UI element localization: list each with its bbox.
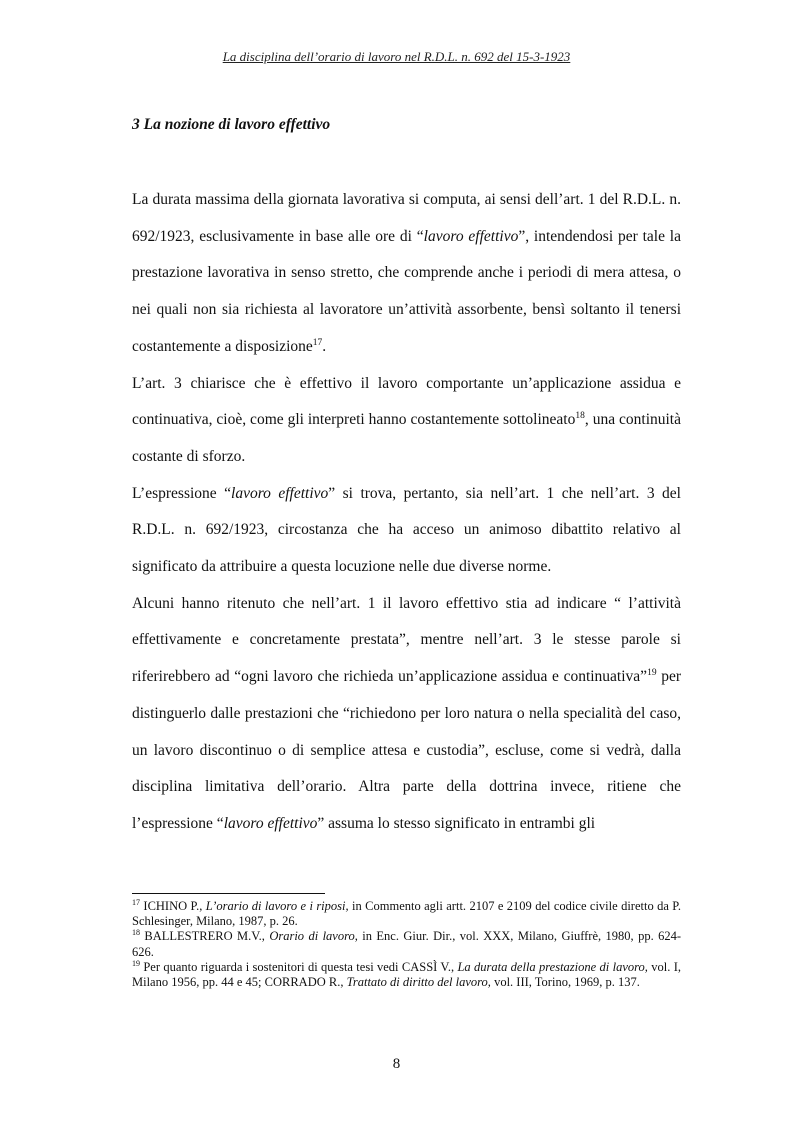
text-run: per distinguerlo dalle prestazioni che “richiedono per loro natura o nella specialità del caso, un lavoro discontinuo o di semplice attesa e custodia”, escluse, come si vedrà, dalla disciplina limitativa dell’orario. Altra parte della dottrina invece, ritiene che l’espressione “	[132, 668, 681, 832]
text-run: ” si trova, pertanto, sia nell’art. 1 che nell’art. 3 del R.D.L. n. 692/1923, circostanza che ha acceso un animoso dibattito relativo al significato da attribuire a questa locuzione nelle due diverse norme.	[132, 484, 681, 576]
text-run: Alcuni hanno ritenuto che nell’art. 1 il lavoro effettivo stia ad indicare “ l’attività effettivamente e concretamente prestata”, mentre nell’art. 3 le stesse parole si riferirebbero ad “ogni lavoro che richieda un’applicazione assidua e continuativa”	[132, 594, 681, 686]
italic-title: La durata della prestazione di lavoro,	[457, 959, 648, 974]
footnote-19	[132, 960, 681, 990]
text-run: vol. I, Milano 1956, pp. 44 e 45; CORRADO R.,	[132, 959, 681, 990]
paragraph-4	[132, 586, 681, 843]
paragraph-1	[132, 182, 681, 366]
footnote-ref-19[interactable]: 19	[647, 667, 657, 678]
paragraph-3	[132, 476, 681, 586]
text-run: in Commento agli artt. 2107 e 2109 del codice civile diretto da P. Schlesinger, Milano, 1987, p. 26.	[132, 899, 681, 929]
text-run: ICHINO P.,	[140, 899, 206, 913]
footnote-ref-17[interactable]: 17	[312, 337, 323, 348]
italic-term: lavoro effettivo	[231, 484, 329, 502]
page-number: 8	[392, 1056, 401, 1072]
text-run: ” assuma lo stesso significato in entrambi gli	[317, 814, 596, 832]
text-run: , in Enc. Giur. Dir., vol. XXX, Milano, Giuffrè, 1980, pp. 624-626.	[132, 929, 682, 959]
footnote-17	[132, 899, 681, 929]
text-run: .	[322, 337, 327, 355]
footnote-number: 19	[132, 958, 140, 968]
text-run: L’espressione “	[132, 484, 232, 502]
footnote-ref-18[interactable]: 18	[575, 411, 585, 422]
italic-term: lavoro effettivo	[223, 814, 318, 832]
running-header: La disciplina dell’orario di lavoro nel R.D.L. n. 692 del 15-3-1923	[222, 49, 571, 64]
text-run: vol. III, Torino, 1969, p. 137.	[490, 975, 640, 990]
footnote-divider	[132, 893, 325, 894]
footnote-number: 18	[132, 928, 140, 938]
italic-title: L’orario di lavoro e i riposi,	[205, 899, 349, 913]
italic-term: lavoro effettivo	[423, 227, 519, 245]
text-run: , una continuità costante di sforzo.	[132, 411, 681, 465]
footnotes	[132, 899, 681, 990]
text-run: BALLESTRERO M.V.,	[140, 929, 270, 944]
body-text	[132, 182, 681, 843]
footnote-number: 17	[132, 897, 140, 907]
italic-title: Orario di lavoro	[269, 929, 355, 944]
text-run: L’art. 3 chiarisce che è effettivo il lavoro comportante un’applicazione assidua e continuativa, cioè, come gli interpreti hanno costantemente sottolineato	[132, 374, 681, 429]
text-run: Per quanto riguarda i sostenitori di questa tesi vedi CASSÌ V.,	[140, 959, 458, 974]
text-run: ”, intendendosi per tale la prestazione lavorativa in senso stretto, che comprende anche i periodi di mera attesa, o nei quali non sia richiesta al lavoratore un’attività assorbente, bensì soltanto il tenersi costantemente a disposizione	[132, 227, 681, 355]
italic-title: Trattato di diritto del lavoro,	[346, 975, 491, 990]
paragraph-2	[132, 366, 681, 476]
footnote-18	[132, 929, 681, 959]
section-title: 3 La nozione di lavoro effettivo	[132, 116, 331, 133]
text-run: La durata massima della giornata lavorativa si computa, ai sensi dell’art. 1 del R.D.L. n. 692/1923, esclusivamente in base alle ore di “	[132, 191, 681, 245]
